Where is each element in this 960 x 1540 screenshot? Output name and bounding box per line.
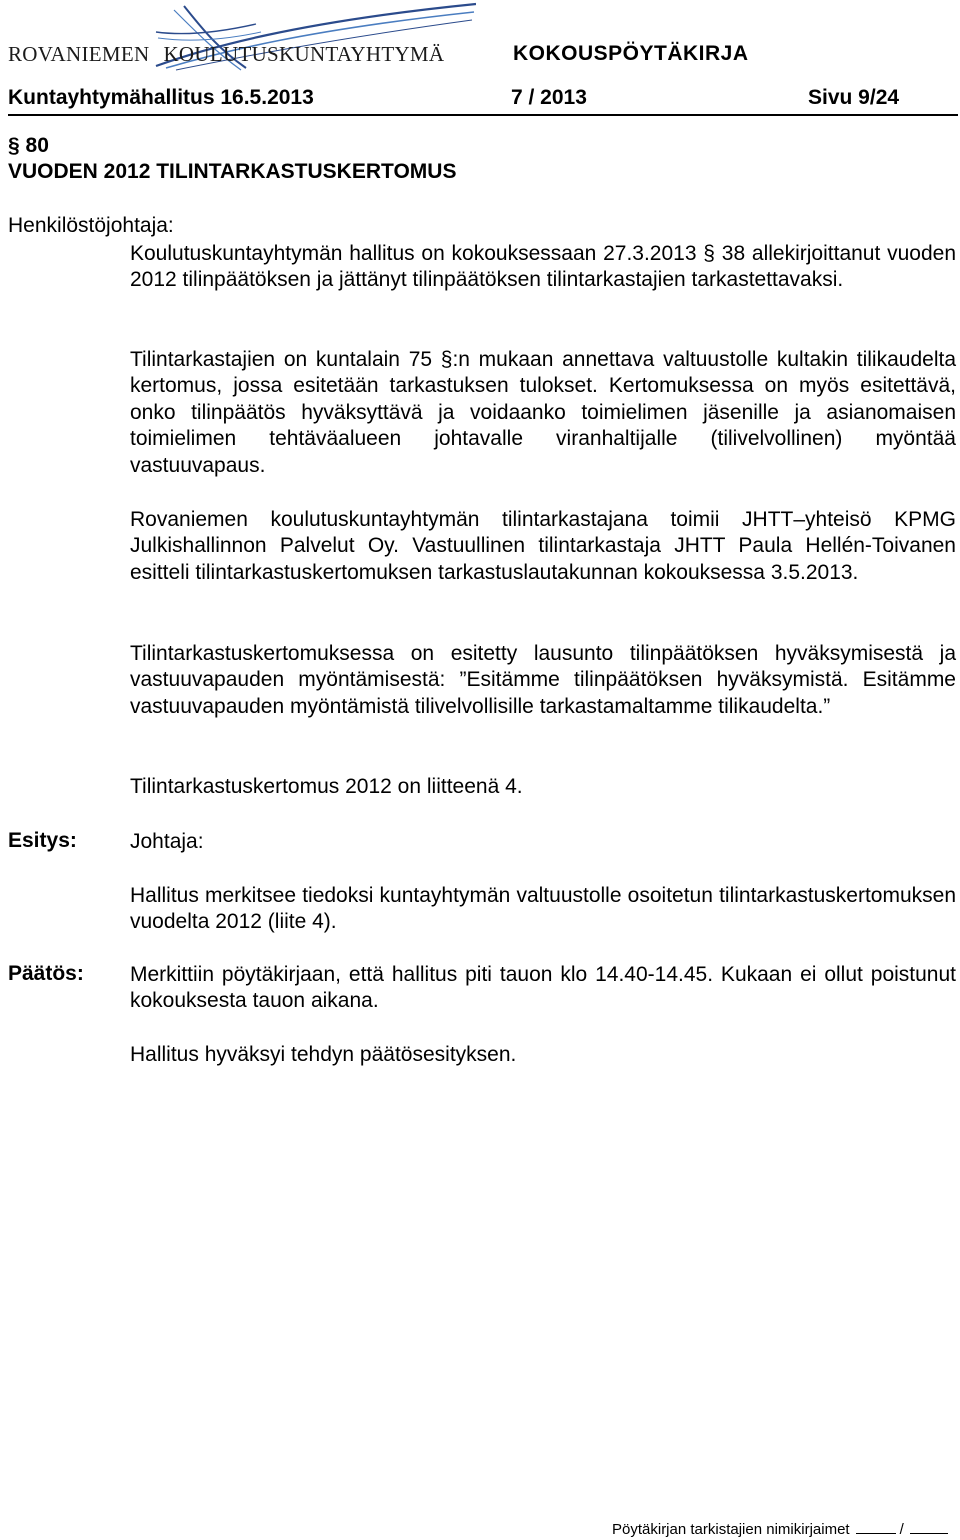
organization-name-part1: ROVANIEMEN bbox=[8, 42, 150, 66]
paragraph-4: Tilintarkastuskertomuksessa on esitetty lausunto tilinpäätöksen hyväksymisestä ja vastuuvapauden myöntämisestä: ”Esitämme tilinpäätöksen hyväksymistä. Esitämme vastuuvapauden myöntämistä tilivelvollisille tarkastamaltamme tilikaudelta.” bbox=[130, 642, 956, 718]
decision-label: Päätös: bbox=[8, 962, 84, 985]
section-number: § 80 bbox=[8, 134, 49, 157]
footer-label: Pöytäkirjan tarkistajien nimikirjaimet bbox=[612, 1521, 850, 1538]
meeting-number: 7 / 2013 bbox=[511, 86, 587, 109]
page-number: Sivu 9/24 bbox=[808, 86, 900, 109]
document-type: KOKOUSPÖYTÄKIRJA bbox=[513, 42, 749, 65]
decision-text-2: Hallitus hyväksyi tehdyn päätösesityksen. bbox=[130, 1043, 517, 1066]
organization-name-part2: KOULUTUSKUNTAYHTYMÄ bbox=[163, 42, 445, 66]
paragraph-2: Tilintarkastajien on kuntalain 75 §:n mukaan annettava valtuustolle kultakin tilikaudelta kertomus, jossa esitetään tarkastuksen tulokset. Kertomuksessa on myös esitettävä, onko tilinpäätös hyväksyttävä ja voidaanko toimielimen jäsenille ja asianomaisen toimielimen tehtäväalueen johtavalle viranhaltijalle (tilivelvollinen) myöntää vastuuvapaus. bbox=[130, 348, 956, 477]
footer-separator: / bbox=[899, 1521, 904, 1538]
paragraph-3: Rovaniemen koulutuskuntayhtymän tilintarkastajana toimii JHTT–yhteisö KPMG Julkishallinnon Palvelut Oy. Vastuullinen tilintarkastaja JHTT Paula Hellén-Toivanen esitteli tilintarkastuskertomuksen tarkastuslautakunnan kokouksessa 3.5.2013. bbox=[130, 508, 956, 584]
organization-name bbox=[8, 42, 444, 67]
meeting-name: Kuntayhtymähallitus 16.5.2013 bbox=[8, 86, 314, 109]
paragraph-1: Koulutuskuntayhtymän hallitus on kokouksessaan 27.3.2013 § 38 allekirjoittanut vuoden 2012 tilinpäätöksen ja jättänyt tilinpäätöksen tilintarkastajien tarkastettavaksi. bbox=[130, 242, 956, 292]
footer-initials bbox=[612, 1521, 948, 1538]
initials-blank-2 bbox=[910, 1521, 948, 1534]
presenter-label: Henkilöstöjohtaja: bbox=[8, 214, 174, 237]
header-divider bbox=[8, 114, 958, 116]
decision-text-1: Merkittiin pöytäkirjaan, että hallitus piti tauon klo 14.40-14.45. Kukaan ei ollut poistunut kokouksesta tauon aikana. bbox=[130, 963, 956, 1013]
section-title: VUODEN 2012 TILINTARKASTUSKERTOMUS bbox=[8, 160, 457, 183]
paragraph-5: Tilintarkastuskertomus 2012 on liitteenä 4. bbox=[130, 775, 523, 798]
proposal-presenter: Johtaja: bbox=[130, 830, 204, 853]
initials-blank-1 bbox=[856, 1521, 896, 1534]
proposal-text: Hallitus merkitsee tiedoksi kuntayhtymän valtuustolle osoitetun tilintarkastuskertomuksen vuodelta 2012 (liite 4). bbox=[130, 884, 956, 934]
proposal-label: Esitys: bbox=[8, 829, 77, 852]
